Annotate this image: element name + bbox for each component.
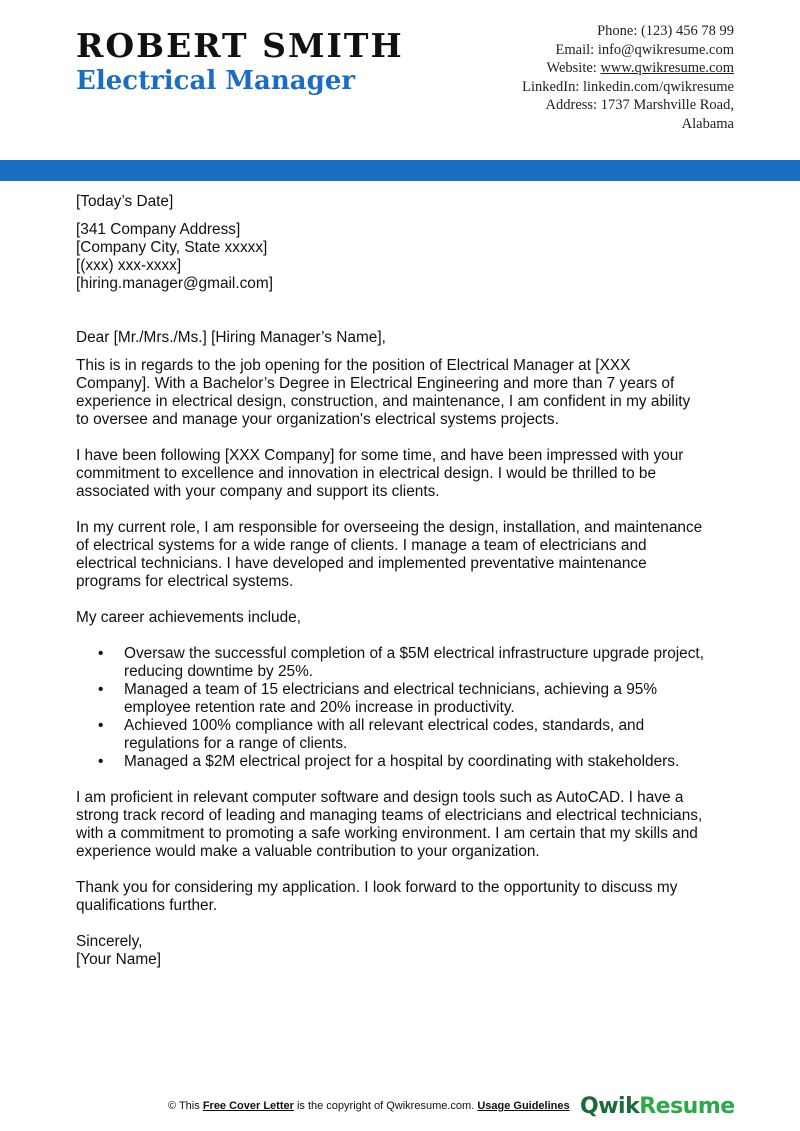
paragraph-4	[76, 789, 736, 861]
paragraph-line: experience in electrical design, construction, and maintenance, I am confident in my ability	[76, 393, 691, 410]
closing: Sincerely,	[76, 933, 143, 950]
achievement-line: Achieved 100% compliance with all relevant electrical codes, standards, and	[124, 717, 645, 734]
contact-block	[374, 22, 734, 134]
achievements-list	[76, 645, 736, 771]
bullet-icon: •	[98, 753, 104, 770]
contact-address-line1: Address: 1737 Marshville Road,	[545, 97, 734, 114]
logo-part-qwik: Qwik	[580, 1094, 640, 1119]
paragraph-line: This is in regards to the job opening for the position of Electrical Manager at [XXX	[76, 357, 631, 374]
achievement-item	[76, 717, 736, 753]
paragraph-line: commitment to excellence and innovation in electrical design. I would be thrilled to be	[76, 465, 657, 482]
paragraph-line: of electrical systems for a wide range of clients. I manage a team of electricians and	[76, 537, 647, 554]
copyright-notice	[168, 1100, 570, 1112]
qwikresume-logo	[580, 1094, 735, 1119]
paragraph-line: experience would make a valuable contribution to your organization.	[76, 843, 540, 860]
contact-email: Email: info@qwikresume.com	[555, 41, 734, 58]
paragraph-2	[76, 447, 736, 501]
achievement-line: Managed a $2M electrical project for a hospital by coordinating with stakeholders.	[124, 753, 680, 770]
paragraph-line: programs for electrical systems.	[76, 573, 294, 590]
bullet-icon: •	[98, 717, 104, 734]
paragraph-line: I am proficient in relevant computer software and design tools such as AutoCAD. I have a	[76, 789, 684, 806]
paragraph-line: In my current role, I am responsible for overseeing the design, installation, and maintenance	[76, 519, 703, 536]
salutation: Dear [Mr./Mrs./Ms.] [Hiring Manager’s Name],	[76, 329, 386, 346]
paragraph-3	[76, 519, 736, 591]
paragraph-line: to oversee and manage your organization's electrical systems projects.	[76, 411, 559, 428]
recipient-city: [Company City, State xxxxx]	[76, 239, 268, 256]
bullet-icon: •	[98, 681, 104, 698]
copyright-middle: is the copyright of Qwikresume.com.	[293, 1100, 478, 1112]
logo-part-resume: Resume	[639, 1094, 735, 1119]
letter-body	[76, 193, 736, 969]
recipient-block	[76, 221, 736, 293]
achievement-item	[76, 753, 736, 771]
recipient-email: [hiring.manager@gmail.com]	[76, 275, 273, 292]
paragraph-5	[76, 879, 736, 915]
contact-phone: Phone: (123) 456 78 99	[597, 23, 734, 39]
bullet-icon: •	[98, 645, 104, 662]
page-footer	[0, 1092, 800, 1122]
recipient-address: [341 Company Address]	[76, 221, 241, 238]
usage-guidelines-link[interactable]: Usage Guidelines	[477, 1100, 570, 1112]
paragraph-line: associated with your company and support its clients.	[76, 483, 440, 500]
achievement-line: reducing downtime by 25%.	[124, 663, 314, 680]
contact-linkedin: LinkedIn: linkedin.com/qwikresume	[522, 78, 734, 95]
paragraph-line: electrical technicians. I have developed and implemented preventative maintenance	[76, 555, 647, 572]
paragraph-line: with a commitment to promoting a safe working environment. I am certain that my skills and	[76, 825, 698, 842]
contact-address-line2: Alabama	[681, 115, 734, 132]
achievements-intro: My career achievements include,	[76, 609, 301, 626]
paragraph-line: I have been following [XXX Company] for some time, and have been impressed with your	[76, 447, 684, 464]
achievement-line: regulations for a range of clients.	[124, 735, 348, 752]
letter-header	[0, 0, 800, 160]
paragraph-line: Thank you for considering my application. I look forward to the opportunity to discuss my	[76, 879, 678, 896]
free-cover-letter-link[interactable]: Free Cover Letter	[202, 1100, 294, 1112]
achievement-item	[76, 681, 736, 717]
achievement-line: employee retention rate and 20% increase in productivity.	[124, 699, 515, 716]
website-label: Website:	[546, 60, 601, 77]
copyright-prefix: © This	[168, 1100, 203, 1112]
job-title: Electrical Manager	[76, 66, 356, 96]
paragraph-1	[76, 357, 736, 429]
contact-website	[374, 59, 734, 78]
achievement-item	[76, 645, 736, 681]
website-link[interactable]: www.qwikresume.com	[600, 60, 734, 77]
header-accent-bar	[0, 160, 800, 181]
letter-date: [Today’s Date]	[76, 193, 174, 210]
achievement-line: Oversaw the successful completion of a $5M electrical infrastructure upgrade project,	[124, 645, 704, 662]
recipient-phone: [(xxx) xxx-xxxx]	[76, 257, 182, 274]
signature: [Your Name]	[76, 951, 161, 968]
paragraph-line: strong track record of leading and managing teams of electricians and electrical technicians,	[76, 807, 703, 824]
applicant-name: ROBERT SMITH	[76, 26, 404, 65]
paragraph-line: qualifications further.	[76, 897, 218, 914]
achievement-line: Managed a team of 15 electricians and electrical technicians, achieving a 95%	[124, 681, 657, 698]
paragraph-line: Company]. With a Bachelor’s Degree in Electrical Engineering and more than 7 years of	[76, 375, 675, 392]
